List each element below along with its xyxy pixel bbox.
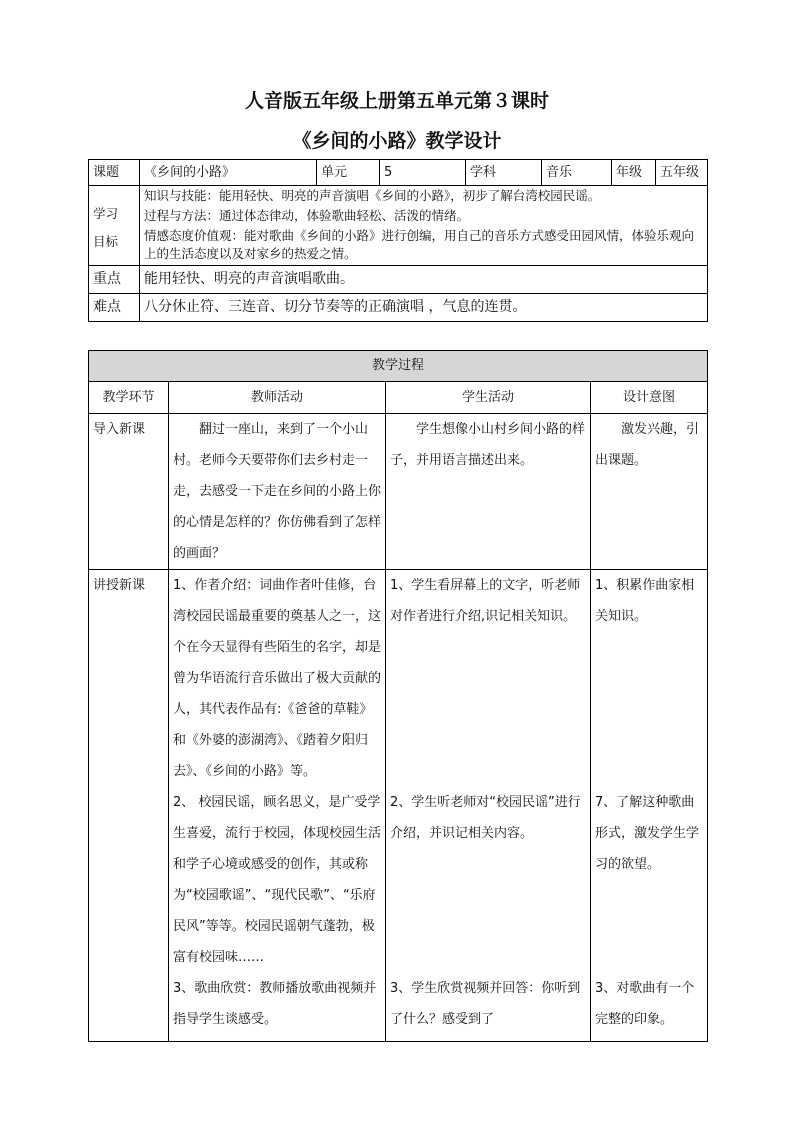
- document-subtitle: 《乡间的小路》教学设计: [292, 130, 502, 152]
- goal-process: 过程与方法：通过体态律动，体验歌曲轻松、活泼的情绪。: [144, 208, 470, 223]
- intro-student-activity: 学生想像小山村乡间小路的样子，并用语言描述出来。: [386, 414, 591, 570]
- difficult-label: 难点: [89, 294, 140, 322]
- goals-content: [140, 186, 708, 266]
- teacher-step-3: 3、歌曲欣赏：教师播放歌曲视频并指导学生谈感受。: [173, 981, 377, 1027]
- student-step-3: 3、学生欣赏视频并回答：你听到了什么？感受到了: [390, 981, 581, 1027]
- column-header: 教师活动: [169, 382, 386, 414]
- student-step-1: 1、学生看屏幕上的文字，听老师对作者进行介绍,识记相关知识。: [390, 578, 581, 624]
- intent-step-1: 1、积累作曲家相关知识。: [595, 578, 695, 624]
- subject-value: 音乐: [542, 160, 612, 186]
- unit-label: 单元: [317, 160, 380, 186]
- teacher-step-1: 1、作者介绍：词曲作者叶佳修，台湾校园民谣最重要的奠基人之一，这个在今天显得有些陌生的名字，却是曾为华语流行音乐做出了极大贡献的人，其代表作品有:《爸爸的草鞋》和《外婆的澎湖湾》、《踏着夕阳归去》、《乡间的小路》等。: [173, 578, 382, 779]
- unit-value: 5: [380, 160, 466, 186]
- lesson-info-table: [88, 159, 708, 322]
- lesson-student-activity: [386, 570, 591, 1042]
- teacher-step-2: 2、 校园民谣，顾名思义，是广受学生喜爱，流行于校园，体现校园生活和学子心境或感受的创作，其或称为“校园歌谣”、“现代民歌”、“乐府民风”等等。校园民谣朝气蓬勃，极富有校园味……: [173, 795, 382, 965]
- topic-label: 课题: [89, 160, 140, 186]
- stage-intro: 导入新课: [89, 414, 169, 570]
- student-step-2: 2、学生听老师对“校园民谣”进行介绍，并识记相关内容。: [390, 795, 581, 841]
- column-header: 教学环节: [89, 382, 169, 414]
- topic-value: 《乡间的小路》: [140, 160, 317, 186]
- intent-step-3: 3、对歌曲有一个完整的印象。: [595, 981, 695, 1027]
- goal-knowledge: 知识与技能：能用轻快、明亮的声音演唱《乡间的小路》，初步了解台湾校园民谣。: [144, 188, 601, 203]
- lesson-teacher-activity: [169, 570, 386, 1042]
- difficult-value: 八分休止符、三连音、切分节奏等的正确演唱 ，气息的连贯。: [140, 294, 708, 322]
- column-header: 学生活动: [386, 382, 591, 414]
- lesson-design-intent: [591, 570, 708, 1042]
- column-header: 设计意图: [591, 382, 708, 414]
- key-label: 重点: [89, 266, 140, 294]
- key-value: 能用轻快、明亮的声音演唱歌曲。: [140, 266, 708, 294]
- grade-value: 五年级: [656, 160, 708, 186]
- teaching-process-table: [88, 350, 708, 1042]
- section-title: 教学过程: [89, 351, 708, 382]
- goal-emotion: 情感态度价值观：能对歌曲《乡间的小路》进行创编，用自己的音乐方式感受田园风情，体验乐观向上的生活态度以及对家乡的热爱之情。: [144, 228, 695, 261]
- document-title: 人音版五年级上册第五单元第３课时: [244, 90, 549, 112]
- intro-design-intent: 激发兴趣，引出课题。: [591, 414, 708, 570]
- intent-step-2: 7、了解这种歌曲形式，激发学生学习的欲望。: [595, 795, 700, 872]
- stage-lesson: 讲授新课: [89, 570, 169, 1042]
- intro-teacher-activity: 翻过一座山，来到了一个小山村。老师今天要带你们去乡村走一走，去感受一下走在乡间的小路上你的心情是怎样的？你仿佛看到了怎样的画面？: [169, 414, 386, 570]
- goals-label: 学习 目标: [89, 186, 140, 266]
- subject-label: 学科: [466, 160, 542, 186]
- grade-label: 年级: [612, 160, 656, 186]
